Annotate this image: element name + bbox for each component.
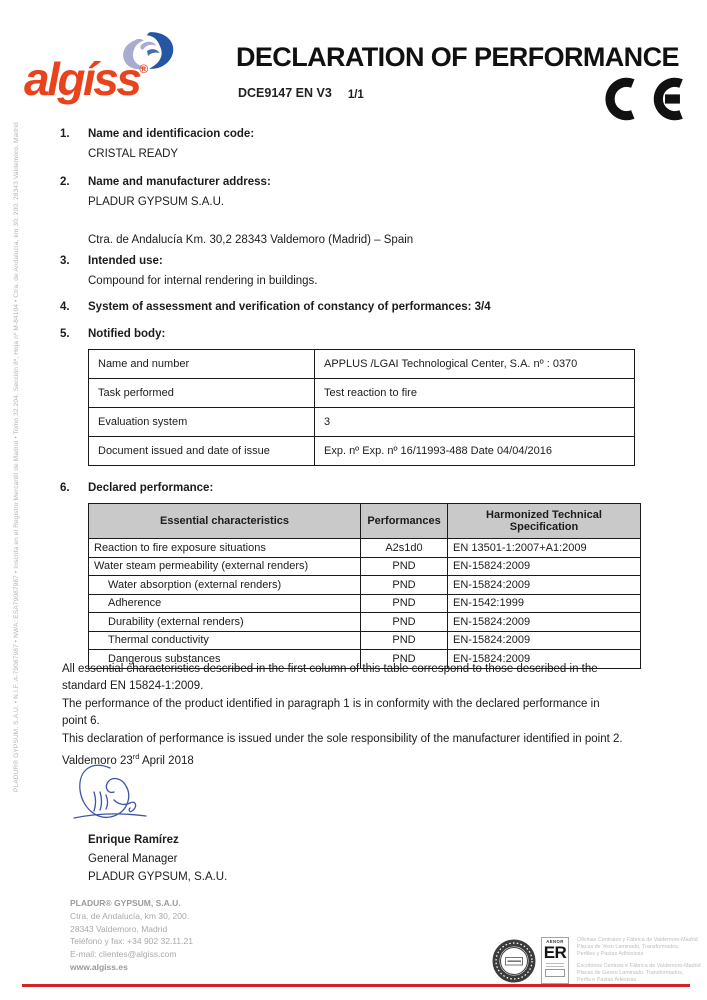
- performance-cell: PND: [361, 631, 448, 650]
- performance-cell: PND: [361, 613, 448, 632]
- footer-note-line: Placas de Yeso Laminado, Transformados,: [577, 944, 680, 951]
- characteristic-cell: Adherence: [89, 594, 361, 613]
- spec-cell: EN-1542:1999: [448, 594, 641, 613]
- section-intended-use: [60, 255, 688, 287]
- date-line: Valdemoro 23rd April 2018: [62, 752, 194, 767]
- performance-cell: PND: [361, 557, 448, 576]
- footer-note-es: [577, 937, 703, 959]
- performance-cell: PND: [361, 650, 448, 669]
- page-title: DECLARATION OF PERFORMANCE: [236, 42, 679, 72]
- footer-address-line: 28343 Valdemoro, Madrid: [70, 923, 168, 934]
- section-heading: Notified body:: [88, 328, 166, 340]
- statement-line: All essential characteristics described in the first column of this table correspond to those described in the: [62, 663, 598, 675]
- performance-cell: A2s1d0: [361, 539, 448, 558]
- signatory-name: Enrique Ramírez: [88, 834, 179, 846]
- section-number: 1.: [60, 128, 70, 140]
- signature-scribble-icon: [58, 758, 170, 834]
- col-essential-characteristics: Essential characteristics: [89, 504, 361, 539]
- footer-note-line: Perfis e Pastas Adesivas: [577, 977, 637, 984]
- characteristic-cell: Dangerous substances: [89, 650, 361, 669]
- er-detail-line: [546, 966, 564, 967]
- footer-note-pt: [577, 963, 703, 985]
- row-value: Exp. nº Exp. nº 16/11993-488 Date 04/04/2016: [315, 437, 635, 466]
- spec-cell: EN-15824:2009: [448, 576, 641, 595]
- section-number: 6.: [60, 482, 70, 494]
- registered-mark: ®: [139, 62, 149, 76]
- er-letters: ER: [543, 943, 567, 962]
- row-value: Test reaction to fire: [315, 379, 635, 408]
- statement-line: point 6.: [62, 715, 100, 728]
- section-heading: Name and identificacion code:: [88, 128, 255, 140]
- signatory-role: General Manager: [88, 852, 178, 865]
- er-detail-line: [546, 963, 564, 964]
- statement-line: The performance of the product identified in paragraph 1 is in conformity with the declared performance in: [62, 697, 600, 710]
- col-harmonized-spec: Harmonized Technical Specification: [448, 504, 641, 539]
- section-heading: System of assessment and verification of constancy of performances: 3/4: [88, 301, 491, 313]
- page-indicator: 1/1: [347, 89, 364, 101]
- er-registration-box: [545, 969, 565, 977]
- performance-table: [88, 503, 641, 669]
- table-row: [89, 613, 641, 632]
- section-identification: [60, 128, 688, 160]
- table-row: [89, 539, 641, 558]
- statement-line: This declaration of performance is issued under the sole responsibility of the manufacturer identified in point 2.: [62, 732, 623, 745]
- table-header-row: [89, 504, 641, 539]
- footer-address-line: Ctra. de Andalucía, km 30, 200.: [70, 910, 190, 921]
- row-value: APPLUS /LGAI Technological Center, S.A. nº : 0370: [315, 350, 635, 379]
- section-number: 2.: [60, 176, 70, 188]
- spec-cell: EN 13501-1:2007+A1:2009: [448, 539, 641, 558]
- footer-email: E-mail: clientes@algiss.com: [70, 949, 177, 960]
- spec-cell: EN-15824:2009: [448, 650, 641, 669]
- algiss-logo-text: algíss®: [24, 53, 149, 105]
- row-label: Document issued and date of issue: [89, 437, 315, 466]
- footer-company-name: PLADUR® GYPSUM, S.A.U.: [70, 898, 181, 908]
- section-number: 4.: [60, 301, 70, 313]
- closing-statements: [62, 661, 692, 770]
- section-manufacturer: [60, 176, 688, 246]
- performance-cell: PND: [361, 594, 448, 613]
- section-avcp: [60, 301, 688, 313]
- ce-mark-icon: [596, 74, 688, 124]
- col-performances: Performances: [361, 504, 448, 539]
- certification-seal-icon: [492, 939, 536, 983]
- product-code: CRISTAL READY: [88, 148, 179, 160]
- doc-meta-row: [238, 86, 364, 101]
- intended-use-text: Compound for internal rendering in buildings.: [88, 275, 318, 287]
- table-row: [89, 437, 635, 466]
- section-heading: Name and manufacturer address:: [88, 176, 271, 188]
- table-row: [89, 594, 641, 613]
- footer-red-divider: [22, 984, 690, 987]
- row-label: Task performed: [89, 379, 315, 408]
- table-row: [89, 379, 635, 408]
- notified-body-table: [88, 349, 635, 466]
- section-notified-body: [60, 328, 688, 466]
- manufacturer-name: PLADUR GYPSUM S.A.U.: [88, 196, 225, 208]
- row-label: Name and number: [89, 350, 315, 379]
- signatory-company: PLADUR GYPSUM, S.A.U.: [88, 871, 228, 883]
- table-row: [89, 631, 641, 650]
- characteristic-cell: Water steam permeability (external renders): [89, 557, 361, 576]
- table-row: [89, 576, 641, 595]
- footer-note-line: Perfiles y Pastas Adhesivas: [577, 951, 644, 958]
- table-row: [89, 557, 641, 576]
- sidebar-legal-text: PLADUR® GYPSUM, S.A.U. • N.I.F. A-79087987 • NWA: ESA79087987 • Inscrita en el Registro Mercantil de Madrid • Tomo 32.204, Sección 8ª, Hoja nº M-84104 • Ctra. de Andalucía, km 30, 200. 28343 Valdemoro, Madrid: [13, 122, 20, 792]
- statement-line: standard EN 15824-1:2009.: [62, 680, 204, 693]
- row-label: Evaluation system: [89, 408, 315, 437]
- characteristic-cell: Water absorption (external renders): [89, 576, 361, 595]
- table-row: [89, 408, 635, 437]
- section-number: 5.: [60, 328, 70, 340]
- characteristic-cell: Thermal conductivity: [89, 631, 361, 650]
- footer-phone: Teléfono y fax: +34 902 32.11.21: [70, 936, 193, 947]
- spec-cell: EN-15824:2009: [448, 631, 641, 650]
- signature-block: [88, 831, 227, 887]
- aenor-brand-label: AENOR: [546, 939, 564, 944]
- footer-company-block: [70, 897, 193, 974]
- manufacturer-address: Ctra. de Andalucía Km. 30,2 28343 Valdemoro (Madrid) – Spain: [88, 234, 414, 246]
- spec-cell: EN-15824:2009: [448, 613, 641, 632]
- characteristic-cell: Durability (external renders): [89, 613, 361, 632]
- section-declared-performance: [60, 482, 688, 669]
- doc-code: DCE9147 EN V3: [238, 86, 332, 100]
- section-heading: Intended use:: [88, 255, 163, 267]
- footer-note-line: Oficinas Centrales y Fábrica de Valdemoro-Madrid: [577, 937, 698, 943]
- table-row: [89, 350, 635, 379]
- row-value: 3: [315, 408, 635, 437]
- section-heading: Declared performance:: [88, 482, 214, 494]
- footer-note-line: Placas de Gesso Laminado, Transformados,: [577, 970, 684, 977]
- characteristic-cell: Reaction to fire exposure situations: [89, 539, 361, 558]
- footer-note-line: Escritórios Centrais e Fábrica de Valdemoro-Madrid: [577, 963, 701, 969]
- section-number: 3.: [60, 255, 70, 267]
- aenor-er-logo: [541, 937, 569, 984]
- footer-website: www.algiss.es: [70, 961, 128, 972]
- performance-cell: PND: [361, 576, 448, 595]
- spec-cell: EN-15824:2009: [448, 557, 641, 576]
- algiss-logo: [24, 30, 214, 120]
